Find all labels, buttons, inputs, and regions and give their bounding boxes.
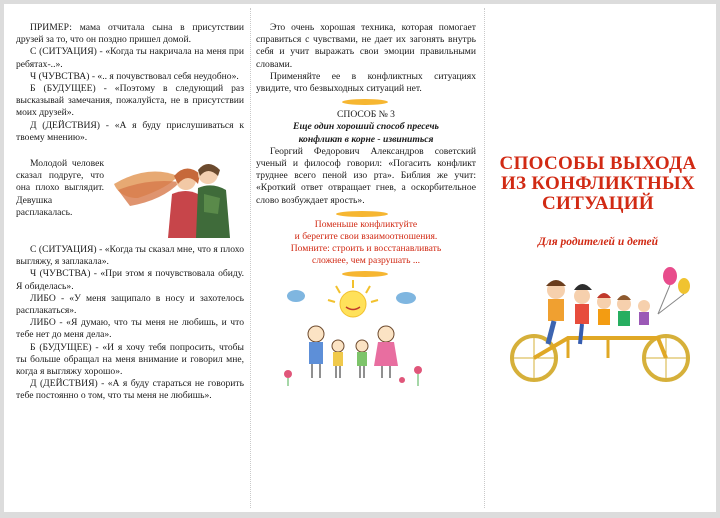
italic-heading-line: конфликт в корне - извиниться [298, 133, 434, 145]
red-note-line: сложнее, чем разрушать ... [311, 255, 421, 267]
fold-line-right [484, 8, 485, 508]
paragraph: Георгий Федорович Александров советский ученый и философ говорил: «Погасить конфликт труднее всего пеной изо рта». Библия же учит: «Кроткий ответ отвращает гнев, а оскорбительное слово возбуждает ярость». [256, 145, 476, 206]
fold-line-left [250, 8, 251, 508]
paragraph: ПРИМЕР: мама отчитала сына в присутствии друзей за то, что он поздно пришел домой. [16, 22, 244, 46]
couple-illustration [108, 154, 244, 238]
paragraph: С (СИТУАЦИЯ) - «Когда ты накричала на меня при ребятах-..». [16, 46, 244, 70]
paragraph: Ч (ЧУВСТВА) - «.. я почувствовал себя неудобно». [30, 70, 239, 82]
paragraph: Б (БУДУЩЕЕ) - «И я хочу тебя попросить, чтобы ты больше обращал на меня внимание и говорил мне, когда я выгляжу хорошо». [16, 341, 244, 378]
paragraph: Ч (ЧУВСТВА) - «При этом я почувствовала обиду. Я обиделась». [16, 268, 244, 292]
paragraph: Применяйте ее в конфликтных ситуациях увидите, что безвыходных ситуаций нет. [256, 70, 476, 95]
red-note-line: и берегите свои взаимоотношения. [294, 231, 438, 243]
italic-heading-line: Еще один хороший способ пресечь [293, 121, 439, 133]
left-column [16, 22, 244, 403]
middle-column [256, 22, 476, 392]
method-heading: СПОСОБ № 3 [337, 109, 395, 121]
red-note-line: Помните: строить и восстанавливать [290, 243, 442, 255]
family-tandem-bike-illustration [498, 266, 698, 386]
yellow-divider [336, 211, 388, 217]
paragraph: ЛИБО - «У меня защипало в носу и захотелось расплакаться». [16, 292, 244, 317]
paragraph: ЛИБО - «Я думаю, что ты меня не любишь, и что тебе нет до меня дела». [16, 317, 244, 341]
paragraph: Молодой человек сказал подруге, что она плохо выглядит. Девушка расплакалась. [16, 158, 104, 218]
family-drawing [278, 278, 428, 388]
paragraph: Это очень хорошая техника, которая помогает справиться с чувствами, не дает их загонять внутрь себя и учит выражать свои эмоции правильными словами. [256, 22, 476, 70]
paragraph: Д (ДЕЙСТВИЯ) - «А я буду стараться не говорить тебе постоянно о том, что ты меня не любишь». [16, 378, 244, 402]
cover-title: СПОСОБЫ ВЫХОДА ИЗ КОНФЛИКТНЫХ СИТУАЦИЙ [499, 153, 697, 214]
paragraph: С (СИТУАЦИЯ) - «Когда ты сказал мне, что я плохо выгляжу, я заплакала». [16, 244, 244, 268]
cover-subtitle: Для родителей и детей [537, 236, 659, 248]
yellow-divider [342, 99, 388, 105]
yellow-divider [342, 271, 388, 277]
red-note-line: Поменьше конфликтуйте [314, 218, 418, 230]
cover-column [490, 154, 706, 248]
paragraph: Д (ДЕЙСТВИЯ) - «А я буду прислушиваться к твоему мнению». [16, 119, 244, 143]
paragraph: Б (БУДУЩЕЕ) - «Поэтому в следующий раз высказывай замечания, пожалуйста, не в присутствии моих друзей». [16, 83, 244, 119]
brochure-sheet [4, 4, 716, 512]
